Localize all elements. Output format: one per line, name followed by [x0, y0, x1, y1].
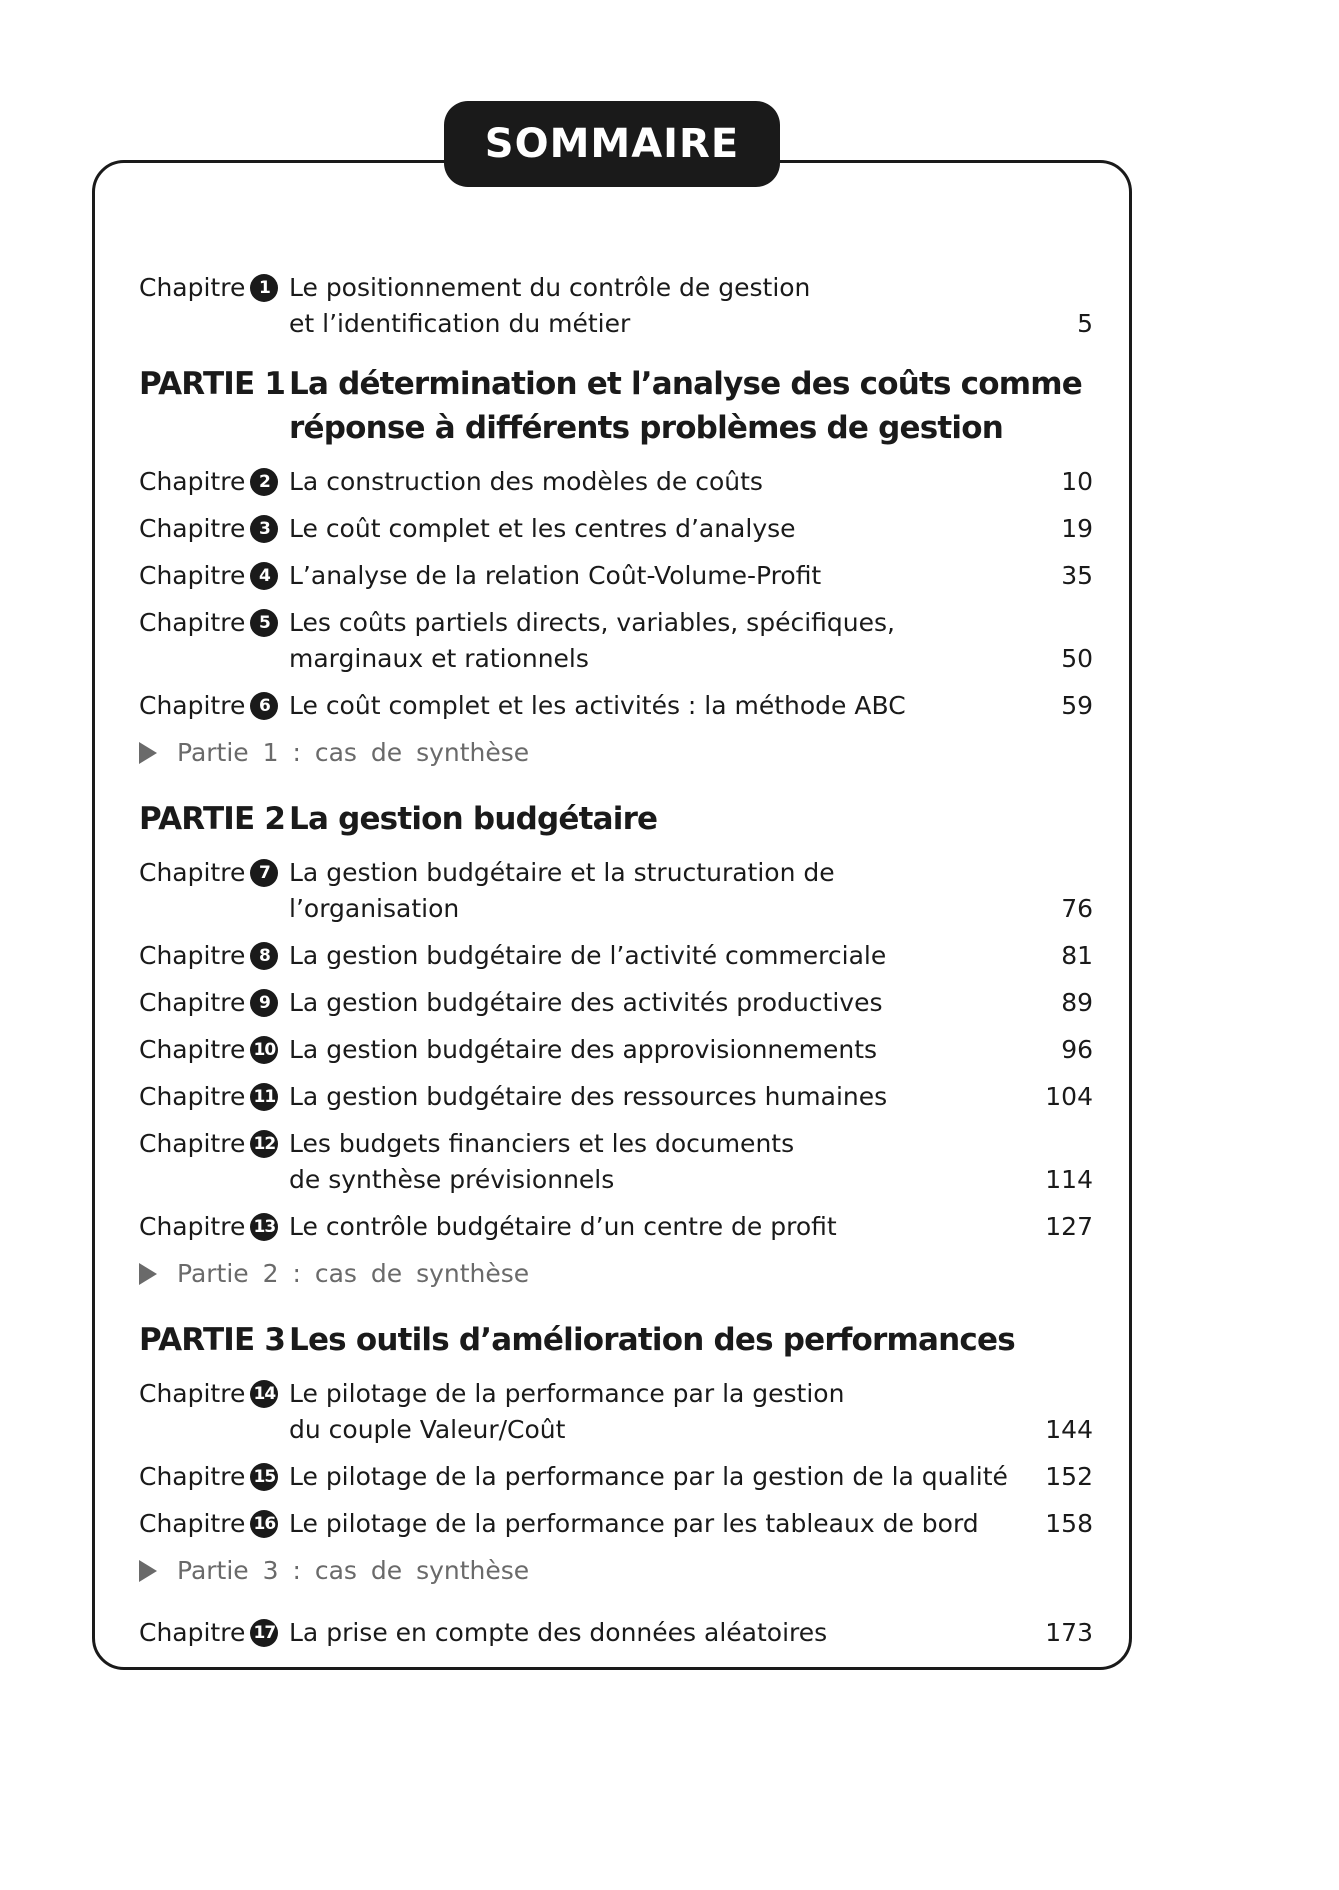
page-number: 152 — [1045, 1462, 1093, 1491]
chapter-title[interactable] — [289, 1459, 1023, 1495]
chapter-number-badge: 8 — [250, 942, 278, 970]
chapter-entry[interactable] — [139, 1126, 1093, 1198]
chapter-word: Chapitre — [139, 1082, 246, 1111]
chapter-word: Chapitre — [139, 1509, 246, 1538]
chapter-title[interactable] — [289, 1209, 1023, 1245]
chapter-label — [139, 558, 289, 594]
chapter-title-line: Le coût complet et les centres d’analyse — [289, 514, 796, 543]
page-number: 5 — [1077, 309, 1093, 338]
chapter-entry[interactable] — [139, 464, 1093, 500]
chapter-number-badge: 2 — [250, 468, 278, 496]
chapter-title[interactable] — [289, 558, 1023, 594]
page-number: 173 — [1045, 1618, 1093, 1647]
chapter-entry[interactable] — [139, 558, 1093, 594]
chapter-label — [139, 1126, 289, 1162]
chapter-entry[interactable] — [139, 1376, 1093, 1448]
page-number: 96 — [1061, 1035, 1093, 1064]
chapter-label — [139, 985, 289, 1021]
chapter-title[interactable] — [289, 1376, 1023, 1448]
synthesis-case-link[interactable] — [139, 1553, 1093, 1589]
chapter-word: Chapitre — [139, 1379, 246, 1408]
part-label: PARTIE 2 — [139, 801, 286, 837]
chapter-entry[interactable] — [139, 938, 1093, 974]
chapter-title-line: Le positionnement du contrôle de gestion — [289, 273, 811, 302]
chapter-label — [139, 688, 289, 724]
chapter-title[interactable] — [289, 464, 1023, 500]
chapter-label — [139, 855, 289, 891]
chapter-title-line: Le contrôle budgétaire d’un centre de profit — [289, 1212, 837, 1241]
part-title — [289, 1318, 1093, 1362]
chapter-number-badge: 12 — [250, 1130, 278, 1158]
chapter-title-line: Le pilotage de la performance par les tableaux de bord — [289, 1509, 979, 1538]
chapter-label — [139, 1459, 289, 1495]
chapter-label — [139, 605, 289, 641]
synthesis-case-label: Partie 1 : cas de synthèse — [177, 738, 530, 767]
page-number: 50 — [1061, 644, 1093, 673]
chapter-title[interactable] — [289, 1506, 1023, 1542]
chapter-title[interactable] — [289, 1126, 1023, 1198]
part-title-line: La gestion budgétaire — [289, 801, 658, 837]
part-label: PARTIE 3 — [139, 1322, 286, 1358]
chapter-title-line: La construction des modèles de coûts — [289, 467, 763, 496]
page-number: 76 — [1061, 894, 1093, 923]
chapter-title-line: et l’identification du métier — [289, 309, 631, 338]
table-of-contents — [139, 270, 1093, 1662]
chapter-title[interactable] — [289, 688, 1023, 724]
chapter-title[interactable] — [289, 1079, 1023, 1115]
part-heading[interactable] — [139, 797, 1093, 841]
chapter-entry[interactable] — [139, 688, 1093, 724]
chapter-title-line: Les coûts partiels directs, variables, spécifiques, — [289, 608, 895, 637]
synthesis-case-label: Partie 2 : cas de synthèse — [177, 1259, 530, 1288]
chapter-word: Chapitre — [139, 1618, 246, 1647]
page-title: SOMMAIRE — [444, 101, 780, 187]
play-triangle-icon — [139, 1263, 157, 1285]
part-label: PARTIE 1 — [139, 366, 286, 402]
chapter-number-badge: 13 — [250, 1213, 278, 1241]
chapter-title-line: La gestion budgétaire de l’activité commerciale — [289, 941, 887, 970]
part-title — [289, 797, 1093, 841]
part-heading[interactable] — [139, 362, 1093, 450]
chapter-entry[interactable] — [139, 1615, 1093, 1651]
chapter-label — [139, 511, 289, 547]
chapter-label — [139, 1506, 289, 1542]
chapter-entry[interactable] — [139, 511, 1093, 547]
page-number: 35 — [1061, 561, 1093, 590]
chapter-word: Chapitre — [139, 561, 246, 590]
chapter-number-badge: 5 — [250, 609, 278, 637]
chapter-title-line: de synthèse prévisionnels — [289, 1165, 615, 1194]
chapter-title[interactable] — [289, 1615, 1023, 1651]
chapter-word: Chapitre — [139, 858, 246, 887]
chapter-label — [139, 1209, 289, 1245]
chapter-label — [139, 1615, 289, 1651]
chapter-word: Chapitre — [139, 467, 246, 496]
chapter-word: Chapitre — [139, 988, 246, 1017]
chapter-number-badge: 10 — [250, 1036, 278, 1064]
chapter-label — [139, 1032, 289, 1068]
page-number: 114 — [1045, 1165, 1093, 1194]
page-number: 158 — [1045, 1509, 1093, 1538]
chapter-word: Chapitre — [139, 691, 246, 720]
chapter-number-badge: 4 — [250, 562, 278, 590]
part-title-line: Les outils d’amélioration des performances — [289, 1322, 1015, 1358]
chapter-label — [139, 938, 289, 974]
chapter-title[interactable] — [289, 605, 1023, 677]
chapter-number-badge: 7 — [250, 859, 278, 887]
chapter-word: Chapitre — [139, 608, 246, 637]
page-number: 144 — [1045, 1415, 1093, 1444]
chapter-title[interactable] — [289, 855, 1023, 927]
chapter-number-badge: 11 — [250, 1083, 278, 1111]
chapter-entry[interactable] — [139, 1079, 1093, 1115]
chapter-entry[interactable] — [139, 1506, 1093, 1542]
chapter-title-line: La gestion budgétaire des activités productives — [289, 988, 883, 1017]
play-triangle-icon — [139, 1560, 157, 1582]
chapter-title-line: Le pilotage de la performance par la gestion — [289, 1379, 845, 1408]
chapter-number-badge: 1 — [250, 274, 278, 302]
page-number: 19 — [1061, 514, 1093, 543]
play-triangle-icon — [139, 742, 157, 764]
chapter-label — [139, 464, 289, 500]
chapter-number-badge: 9 — [250, 989, 278, 1017]
chapter-title-line: La gestion budgétaire et la structuration de l’organisation — [289, 858, 835, 923]
chapter-entry[interactable] — [139, 1459, 1093, 1495]
chapter-title-line: Les budgets financiers et les documents — [289, 1129, 795, 1158]
chapter-number-badge: 3 — [250, 515, 278, 543]
chapter-number-badge: 14 — [250, 1380, 278, 1408]
chapter-number-badge: 6 — [250, 692, 278, 720]
chapter-title[interactable] — [289, 1032, 1023, 1068]
chapter-entry[interactable] — [139, 270, 1093, 342]
chapter-number-badge: 15 — [250, 1463, 278, 1491]
chapter-number-badge: 16 — [250, 1510, 278, 1538]
chapter-entry[interactable] — [139, 1209, 1093, 1245]
page-number: 89 — [1061, 988, 1093, 1017]
chapter-entry[interactable] — [139, 985, 1093, 1021]
part-title-line: La détermination et l’analyse des coûts comme — [289, 366, 1082, 402]
chapter-word: Chapitre — [139, 1129, 246, 1158]
chapter-entry[interactable] — [139, 1032, 1093, 1068]
chapter-title-line: du couple Valeur/Coût — [289, 1415, 566, 1444]
chapter-word: Chapitre — [139, 273, 246, 302]
chapter-title[interactable] — [289, 511, 1023, 547]
synthesis-case-link[interactable] — [139, 1256, 1093, 1292]
chapter-title-line: Le pilotage de la performance par la gestion de la qualité — [289, 1462, 1008, 1491]
chapter-entry[interactable] — [139, 605, 1093, 677]
chapter-title-line: Le coût complet et les activités : la méthode ABC — [289, 691, 906, 720]
part-title-line: réponse à différents problèmes de gestion — [289, 410, 1003, 446]
chapter-word: Chapitre — [139, 1462, 246, 1491]
part-title — [289, 362, 1093, 450]
synthesis-case-label: Partie 3 : cas de synthèse — [177, 1556, 530, 1585]
chapter-entry[interactable] — [139, 855, 1093, 927]
chapter-word: Chapitre — [139, 941, 246, 970]
chapter-title-line: La gestion budgétaire des approvisionnements — [289, 1035, 878, 1064]
chapter-title[interactable] — [289, 270, 1023, 342]
chapter-label — [139, 270, 289, 306]
chapter-title-line: La prise en compte des données aléatoires — [289, 1618, 828, 1647]
chapter-title[interactable] — [289, 938, 1023, 974]
chapter-word: Chapitre — [139, 1035, 246, 1064]
chapter-title-line: marginaux et rationnels — [289, 644, 589, 673]
chapter-label — [139, 1079, 289, 1115]
chapter-label — [139, 1376, 289, 1412]
chapter-number-badge: 17 — [250, 1619, 278, 1647]
page-number: 104 — [1045, 1082, 1093, 1111]
page-number: 59 — [1061, 691, 1093, 720]
chapter-title-line: L’analyse de la relation Coût-Volume-Profit — [289, 561, 822, 590]
page-number: 127 — [1045, 1212, 1093, 1241]
chapter-word: Chapitre — [139, 514, 246, 543]
page-number: 81 — [1061, 941, 1093, 970]
part-heading[interactable] — [139, 1318, 1093, 1362]
chapter-title-line: La gestion budgétaire des ressources humaines — [289, 1082, 888, 1111]
synthesis-case-link[interactable] — [139, 735, 1093, 771]
chapter-title[interactable] — [289, 985, 1023, 1021]
chapter-word: Chapitre — [139, 1212, 246, 1241]
page-number: 10 — [1061, 467, 1093, 496]
